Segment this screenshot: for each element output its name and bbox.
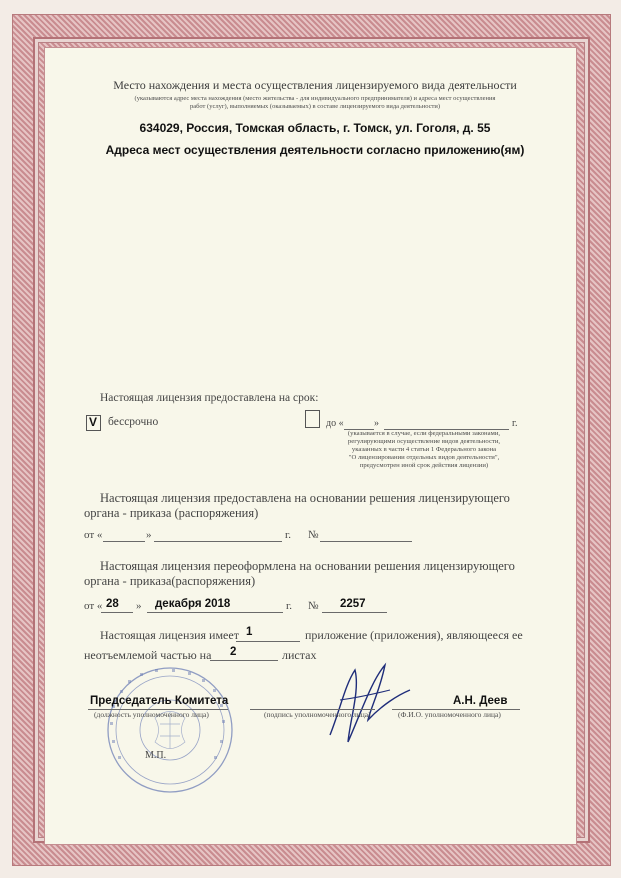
term-note-line2: регулирующими осуществление видов деятельности, — [347, 438, 501, 445]
indefinite-label: бессрочно — [108, 416, 159, 428]
indefinite-checkbox — [86, 415, 101, 431]
appendix-prefix: Настоящая лицензия имеет — [100, 628, 239, 642]
reissue-day-line — [101, 612, 133, 613]
signature-scribble — [310, 650, 420, 750]
name-caption: (Ф.И.О. уполномоченного лица) — [398, 710, 501, 719]
basis-line1: Настоящая лицензия предоставлена на основании решения лицензирующего — [100, 491, 510, 505]
reissue-month-year: декабря 2018 — [155, 598, 231, 610]
basis-year-suffix: г. — [285, 529, 292, 541]
basis-close-quote: » — [146, 529, 152, 541]
signatory-position: Председатель Комитета — [90, 695, 229, 707]
until-prefix: до « — [326, 418, 344, 429]
reissue-number: 2257 — [340, 598, 366, 610]
reissue-year-suffix: г. — [286, 600, 293, 612]
section-title: Место нахождения и места осуществления лицензируемого вида деятельности — [113, 78, 517, 92]
appendix-count: 1 — [246, 626, 253, 638]
term-label: Настоящая лицензия предоставлена на срок: — [100, 392, 319, 404]
term-note-line4: "О лицензировании отдельных видов деятельности", — [348, 454, 500, 461]
reissue-date-from: от « — [84, 600, 103, 612]
reissue-number-line — [322, 612, 387, 613]
license-address: 634029, Россия, Томская область, г. Томск, ул. Гоголя, д. 55 — [139, 121, 491, 135]
section-note-line2: работ (услуг), выполняемых (оказываемых) в составе лицензируемого вида деятельности) — [189, 103, 441, 110]
signature-caption: (подпись уполномоченного лица) — [264, 710, 371, 719]
basis-line2: органа - приказа (распоряжения) — [84, 506, 259, 520]
official-seal — [100, 660, 240, 800]
until-year-suffix: г. — [512, 418, 518, 429]
basis-day-line — [103, 541, 145, 542]
reissue-day: 28 — [106, 598, 119, 610]
signatory-name: А.Н. Деев — [453, 695, 508, 707]
basis-number-line — [320, 541, 412, 542]
position-caption: (должность уполномоченного лица) — [94, 710, 209, 719]
term-note-line3: указанных в части 4 статьи 1 Федерального закона — [351, 446, 497, 453]
term-note-line5: предусмотрен иной срок действия лицензии) — [359, 462, 489, 469]
appendix-count-line — [236, 641, 300, 642]
reissue-month-line — [147, 612, 283, 613]
activity-addresses-note: Адреса мест осуществления деятельности согласно приложению(ям) — [105, 143, 525, 157]
until-close-quote: » — [374, 418, 379, 429]
term-note-line1: (указывается в случае, если федеральными законами, — [347, 430, 501, 437]
basis-date-from: от « — [84, 529, 103, 541]
stamp-place-label: М.П. — [145, 750, 167, 761]
appendix-suffix: приложение (приложения), являющееся ее — [305, 628, 523, 642]
basis-number-label: № — [308, 529, 319, 541]
section-note-line1: (указываются адрес места нахождения (место жительства - для индивидуального предпринимателя) и адреса мест осуществления — [134, 95, 496, 102]
appendix-line2-prefix: неотъемлемой частью на — [84, 648, 212, 662]
check-mark: V — [89, 415, 98, 429]
reissue-number-label: № — [308, 600, 319, 612]
until-date-checkbox — [305, 410, 320, 428]
reissue-line2: органа - приказа(распоряжения) — [84, 574, 256, 588]
basis-month-line — [154, 541, 282, 542]
appendix-line2-suffix: листах — [282, 648, 317, 662]
reissue-line1: Настоящая лицензия переоформлена на основании решения лицензирующего — [100, 559, 515, 573]
reissue-close-quote: » — [136, 600, 142, 612]
appendix-sheets: 2 — [230, 646, 237, 658]
